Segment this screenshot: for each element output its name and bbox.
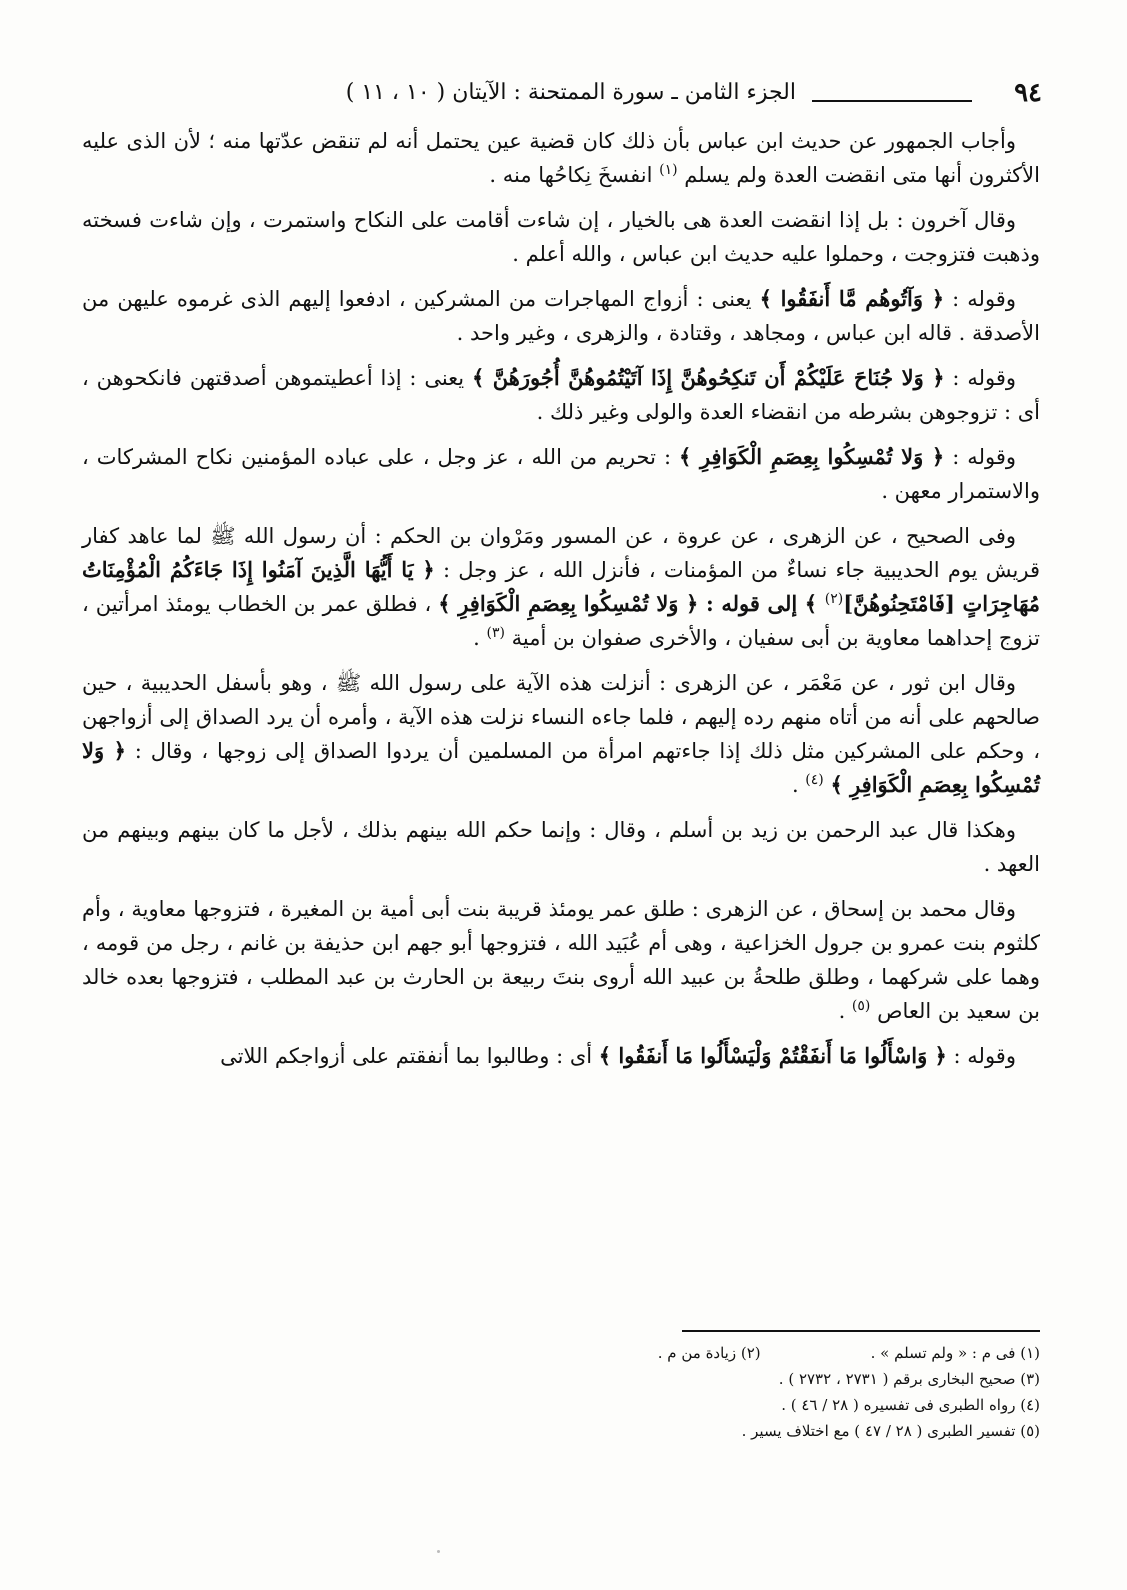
quran-quote: ﴿ وَاسْأَلُوا مَا أَنفَقْتُمْ وَلْيَسْأَلُوا مَا أَنفَقُوا ﴾ xyxy=(598,1043,947,1068)
footnote-2: (٢) زيادة من م . xyxy=(657,1344,761,1362)
footnote-ref: (٥) xyxy=(851,998,871,1014)
text-run: وقوله : xyxy=(944,287,1016,311)
page-number: ٩٤ xyxy=(1014,78,1042,108)
quran-quote: ﴿ وَلا تُمْسِكُوا بِعِصَمِ الْكَوَافِرِ ﴾ xyxy=(438,591,699,616)
footnote-4: (٤) رواه الطبرى فى تفسيره ( ٢٨ / ٤٦ ) . xyxy=(781,1396,1040,1414)
text-run: وفى الصحيح ، عن الزهرى ، عن عروة ، عن المسور ومَرْوان بن الحكم : أن رسول الله ﷺ لما عاهد كفار قريش يوم الحديبية جاء نساءٌ من المؤمنات ، فأنزل الله ، عز وجل : xyxy=(82,524,1040,582)
footnote-row xyxy=(400,1392,1040,1418)
footnote-1: (١) فى م : « ولم تسلم » . xyxy=(870,1344,1040,1362)
text-run: وأجاب الجمهور عن حديث ابن عباس بأن ذلك كان قضية عين يحتمل أنه لم تنقض عدّتها منه ؛ لأن الذى عليه الأكثرون أنها متى انقضت العدة ولم يسلم xyxy=(82,129,1040,187)
paragraph-8 xyxy=(82,813,1040,881)
footnote-ref: (١) xyxy=(659,162,678,178)
header-title: الجزء الثامن ـ سورة الممتحنة : الآيتان ( ١٠ ، ١١ ) xyxy=(345,80,796,105)
text-run: أى : وطالبوا بما أنفقتم على أزواجكم اللاتى xyxy=(220,1044,599,1068)
paragraph-2 xyxy=(82,203,1040,271)
footnote-ref: (٣) xyxy=(486,625,505,641)
paragraph-9 xyxy=(82,892,1040,1028)
text-run: يعنى : أزواج المهاجرات من المشركين ، ادفعوا إليهم الذى غرموه عليهن من الأصدقة . قاله ابن عباس ، ومجاهد ، وقتادة ، والزهرى ، وغير واحد . xyxy=(82,287,1040,345)
footnote-row xyxy=(400,1418,1040,1444)
footnote-ref: (٤) xyxy=(805,772,824,788)
footnote-row xyxy=(400,1366,1040,1392)
text-run: وقوله : xyxy=(944,445,1016,469)
paragraph-1 xyxy=(82,124,1040,192)
text-run: يعنى : إذا أعطيتموهن أصدقتهن فانكحوهن ، أى : تزوجوهن بشرطه من انقضاء العدة والولى وغير ذلك . xyxy=(82,366,1040,424)
quran-quote: ﴿ وَلا تُمْسِكُوا بِعِصَمِ الْكَوَافِرِ ﴾ xyxy=(679,444,945,469)
paragraph-5 xyxy=(82,440,1040,508)
paragraph-7 xyxy=(82,666,1040,802)
text-run: وقال آخرون : بل إذا انقضت العدة هى بالخيار ، إن شاءت أقامت على النكاح واستمرت ، وإن شاءت فسخته وذهبت فتزوجت ، وحملوا عليه حديث ابن عباس ، والله أعلم . xyxy=(82,208,1040,266)
header-rule xyxy=(812,100,972,102)
text-run: . xyxy=(791,773,806,797)
text-run: . xyxy=(838,999,852,1023)
paragraph-10 xyxy=(82,1039,1040,1073)
running-header xyxy=(82,78,1042,118)
quran-quote: ﴿ يَا أَيُّهَا الَّذِينَ آمَنُوا إِذَا جَاءَكُمُ الْمُؤْمِنَاتُ مُهَاجِرَاتٍ [فَامْتَحِنُوهُنَّ] xyxy=(82,557,1041,616)
text-run: : تحريم من الله ، عز وجل ، على عباده المؤمنين نكاح المشركات ، والاستمرار معهن . xyxy=(82,445,1040,503)
quran-quote: ﴿ وَآتُوهُم مَّا أَنفَقُوا ﴾ xyxy=(759,286,945,311)
footnote-rule xyxy=(682,1330,1040,1332)
quran-quote: ﴿ وَلا تُمْسِكُوا بِعِصَمِ الْكَوَافِرِ ﴾ xyxy=(82,738,1040,797)
text-run: انفسخَ نِكاحُها منه . xyxy=(489,163,660,187)
text-run: وقوله : xyxy=(946,1044,1016,1068)
quran-quote: ﴿ وَلا جُنَاحَ عَلَيْكُمْ أَن تَنكِحُوهُنَّ إِذَا آتَيْتُمُوهُنَّ أُجُورَهُنَّ ﴾ xyxy=(472,365,945,390)
paragraph-6 xyxy=(82,519,1040,655)
footnote-3: (٣) صحيح البخارى برقم ( ٢٧٣١ ، ٢٧٣٢ ) . xyxy=(778,1370,1040,1388)
footnote-row xyxy=(400,1340,1040,1366)
scan-speck xyxy=(437,1550,440,1553)
text-run: ، فطلق عمر بن الخطاب يومئذ امرأتين ، تزوج إحداهما معاوية بن أبى سفيان ، والأخرى صفوان بن أمية xyxy=(82,592,1040,650)
text-run: وقال ابن ثور ، عن مَعْمَر ، عن الزهرى : أنزلت هذه الآية على رسول الله ﷺ ، وهو بأسفل الحديبية ، حين صالحهم على أنه من أتاه منهم رده إليهم ، فلما جاءه النساء نزلت هذه الآية ، وأمره أن يرد الصداق إلى أزواجهن ، وحكم على المشركين مثل ذلك إذا جاءتهم امرأة من المسلمين أن يردوا الصداق إلى زوجها ، وقال : xyxy=(82,671,1040,763)
quran-quote: ﴾ إلى قوله : xyxy=(698,591,825,616)
footnotes xyxy=(400,1340,1040,1444)
text-run: وقوله : xyxy=(944,366,1017,390)
main-text xyxy=(82,124,1040,1084)
footnote-5: (٥) تفسير الطبرى ( ٢٨ / ٤٧ ) مع اختلاف يسير . xyxy=(741,1422,1040,1440)
paragraph-4 xyxy=(82,361,1040,429)
text-run: وقال محمد بن إسحاق ، عن الزهرى : طلق عمر يومئذ قريبة بنت أبى أمية بن المغيرة ، فتزوجها معاوية ، وأم كلثوم بنت عمرو بن جرول الخزاعية ، وهى أم عُبَيد الله ، فتزوجها أبو جهم ابن حذيفة بن غانم ، رجل من قومه ، وهما على شركهما ، وطلق طلحةُ بن عبيد الله أروى بنتَ ربيعة بن الحارث بن عبد المطلب ، فتزوجها بعده خالد بن سعيد بن العاص xyxy=(82,897,1040,1023)
footnote-ref: (٢) xyxy=(824,591,844,607)
paragraph-3 xyxy=(82,282,1040,350)
text-run: . xyxy=(473,626,487,650)
text-run: وهكذا قال عبد الرحمن بن زيد بن أسلم ، وقال : وإنما حكم الله بينهم بذلك ، لأجل ما كان بينهم وبينهم من العهد . xyxy=(82,818,1040,876)
